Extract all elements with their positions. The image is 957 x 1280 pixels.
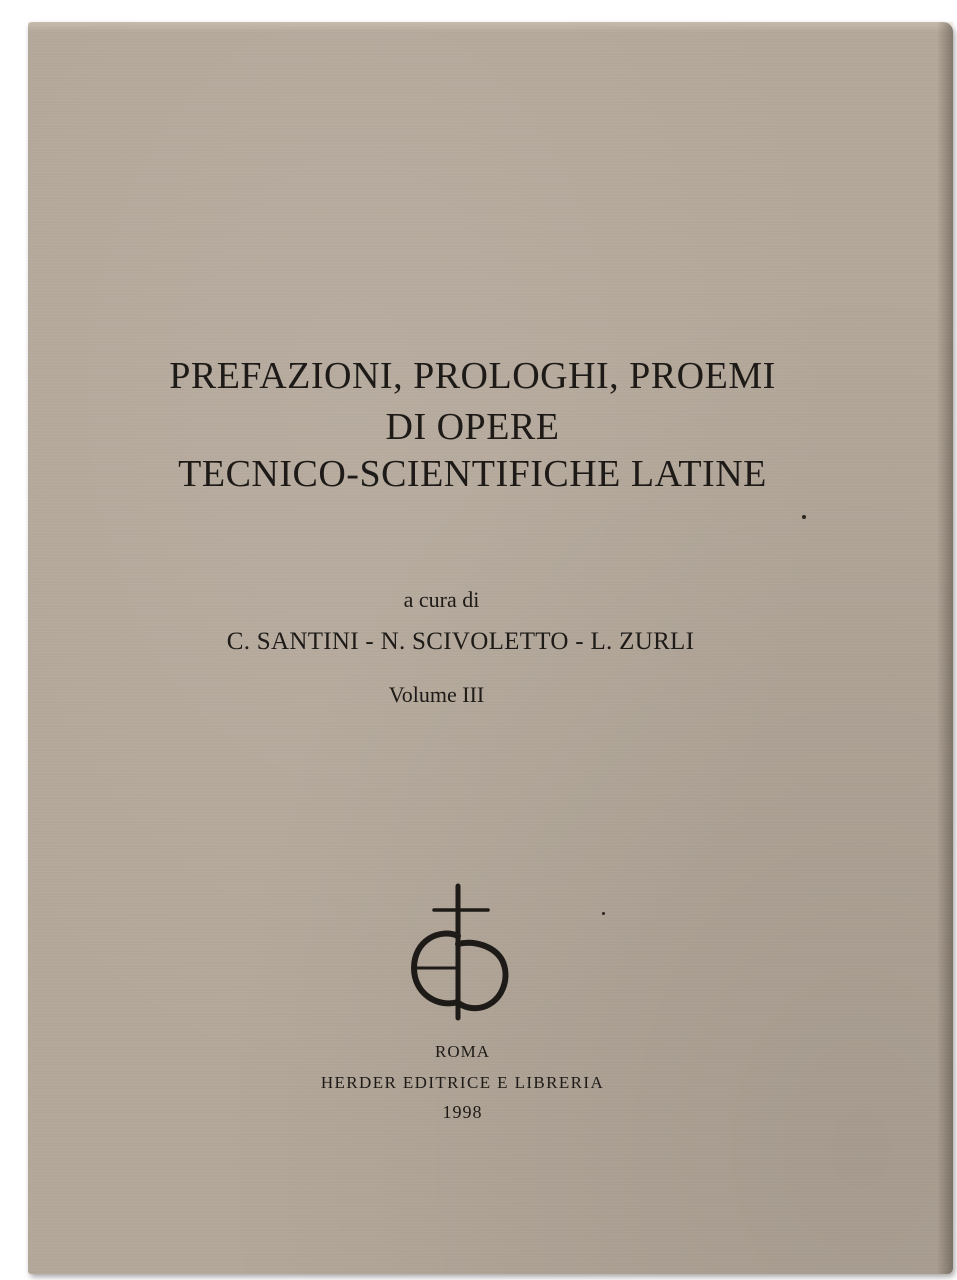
book-title-line-1: PREFAZIONI, PROLOGHI, PROEMI [169,355,776,397]
book-title-line-2: DI OPERE [385,406,560,448]
book-title-line-3: TECNICO-SCIENTIFICHE LATINE [178,453,767,495]
publication-year: 1998 [442,1102,483,1122]
publisher-city: ROMA [434,1042,490,1061]
publisher-name: HERDER EDITRICE E LIBRERIA [320,1073,605,1092]
volume-label: Volume III [388,682,485,707]
herder-publisher-mark-icon [404,882,514,1022]
cover-top-edge [28,22,953,32]
cover-right-edge [937,22,953,1274]
curated-by-label: a cura di [403,587,480,612]
editors-names: C. SANTINI - N. SCIVOLETTO - L. ZURLI [226,628,695,655]
book-cover [28,22,953,1274]
paper-speck [602,912,605,915]
paper-speck [802,515,806,519]
